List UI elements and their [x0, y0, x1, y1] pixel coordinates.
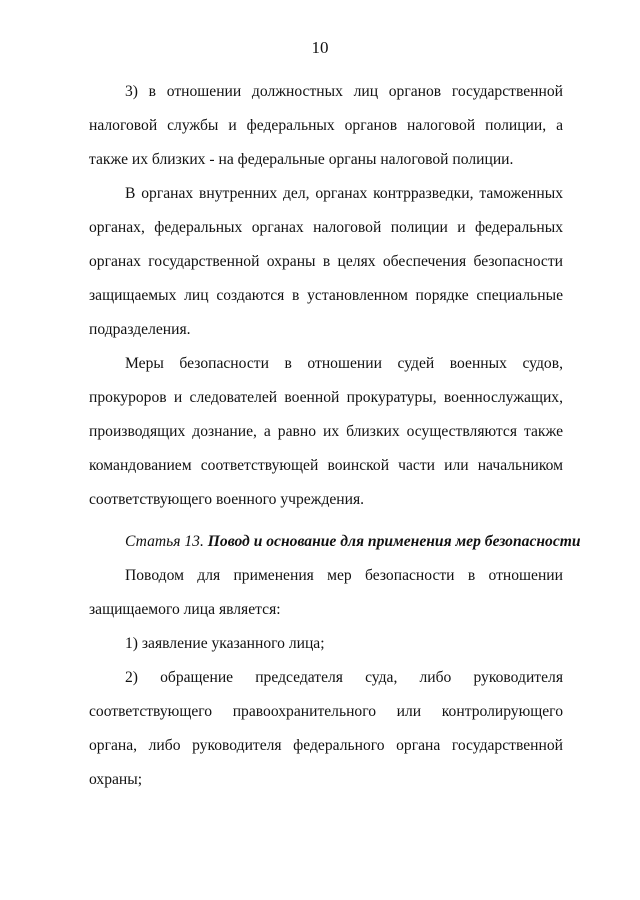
- article-label: Статья 13.: [125, 533, 204, 550]
- page-number: 10: [311, 38, 329, 57]
- paragraph-line: 3) в отношении должностных лиц органов государственной: [125, 83, 563, 100]
- list-item: 1) заявление указанного лица;: [125, 635, 325, 652]
- paragraph-line: Поводом для применения мер безопасности в отношении: [125, 567, 563, 584]
- paragraph-line: производящих дознание, а равно их близких осуществляются также: [89, 423, 563, 440]
- paragraph-line: соответствующего правоохранительного или контролирующего: [89, 703, 563, 720]
- paragraph-line: защищаемого лица является:: [89, 601, 281, 618]
- paragraph-line: также их близких - на федеральные органы налоговой полиции.: [89, 151, 514, 168]
- paragraph-line: Меры безопасности в отношении судей военных судов,: [125, 355, 563, 372]
- paragraph-line: прокуроров и следователей военной прокуратуры, военнослужащих,: [89, 389, 563, 406]
- paragraph-line: командованием соответствующей воинской части или начальником: [89, 457, 563, 474]
- paragraph-line: охраны;: [89, 771, 143, 788]
- paragraph-line: защищаемых лиц создаются в установленном порядке специальные: [89, 287, 563, 304]
- article-title: Повод и основание для применения мер безопасности: [207, 533, 581, 550]
- paragraph-line: органа, либо руководителя федерального органа государственной: [89, 737, 563, 754]
- paragraph-line: В органах внутренних дел, органах контрразведки, таможенных: [125, 185, 563, 202]
- paragraph-line: соответствующего военного учреждения.: [89, 491, 365, 508]
- paragraph-line: органах, федеральных органах налоговой полиции и федеральных: [89, 219, 563, 236]
- article-heading: [125, 532, 581, 552]
- paragraph-line: органах государственной охраны в целях обеспечения безопасности: [89, 253, 563, 270]
- list-item: 2) обращение председателя суда, либо руководителя: [125, 669, 563, 686]
- paragraph-line: налоговой службы и федеральных органов налоговой полиции, а: [89, 117, 563, 134]
- paragraph-line: подразделения.: [89, 321, 191, 338]
